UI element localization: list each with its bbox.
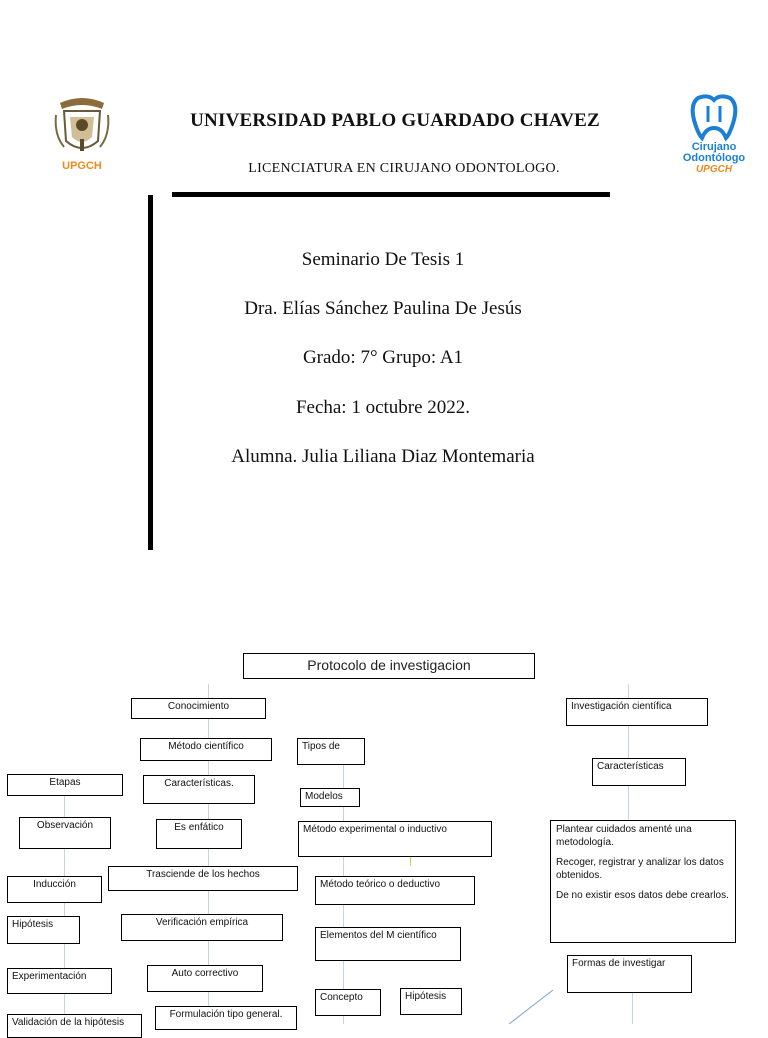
box-induccion: Inducción xyxy=(7,876,102,903)
box-conocimiento: Conocimiento xyxy=(131,698,266,719)
connector-right-bottom xyxy=(632,992,633,1024)
box-validacion: Validación de la hipótesis xyxy=(7,1014,142,1038)
box-caracteristicas-mid: Características. xyxy=(143,775,255,804)
box-hipotesis-center: Hipótesis xyxy=(400,988,462,1015)
box-formulacion: Formulación tipo general. xyxy=(155,1006,297,1030)
box-metodo-cientifico: Método científico xyxy=(140,738,272,761)
horizontal-rule xyxy=(172,192,610,197)
box-investigacion-cientifica: Investigación científica xyxy=(566,698,708,726)
university-crest-logo xyxy=(50,95,114,175)
connector-diagonal xyxy=(505,988,555,1024)
university-title: UNIVERSIDAD PABLO GUARDADO CHAVEZ xyxy=(190,110,600,131)
dental-school-logo xyxy=(664,94,764,176)
paragraph-no-existir: De no existir esos datos debe crearlos. xyxy=(556,890,729,901)
map-title-box: Protocolo de investigacion xyxy=(243,653,535,679)
career-name: LICENCIATURA EN CIRUJANO ODONTOLOGO. xyxy=(248,161,560,176)
logo-line-3: UPGCH xyxy=(695,164,733,175)
box-experimentacion: Experimentación xyxy=(7,968,112,994)
logo-line-2: Odontólogo xyxy=(682,152,746,164)
box-auto-correctivo: Auto correctivo xyxy=(147,965,263,992)
box-elementos: Elementos del M científico xyxy=(315,927,461,961)
subject-line: Seminario De Tesis 1 xyxy=(301,249,465,270)
box-concepto: Concepto xyxy=(315,989,381,1016)
box-verificacion: Verificación empírica xyxy=(121,914,283,941)
box-etapas: Etapas xyxy=(7,774,123,796)
box-hipotesis-left: Hipótesis xyxy=(7,916,80,944)
box-trasciende: Trasciende de los hechos xyxy=(108,866,298,891)
box-metodo-teorico: Método teórico o deductivo xyxy=(315,876,475,905)
paragraph-plantear: Plantear cuidados amenté una metodología. xyxy=(556,824,692,848)
date-line: Fecha: 1 octubre 2022. xyxy=(295,397,471,418)
connector-accent xyxy=(410,856,411,866)
box-formas-investigar: Formas de investigar xyxy=(567,955,692,993)
grade-line: Grado: 7° Grupo: A1 xyxy=(302,347,464,368)
student-line: Alumna. Julia Liliana Diaz Montemaria xyxy=(231,446,535,467)
box-metodo-experimental: Método experimental o inductivo xyxy=(298,821,492,857)
box-tipos-de: Tipos de xyxy=(297,738,365,765)
paragraph-recoger: Recoger, registrar y analizar los datos obtenidos. xyxy=(556,857,724,881)
box-caracteristicas-right: Características xyxy=(592,758,686,786)
box-observacion: Observación xyxy=(19,817,111,849)
crest-label: UPGCH xyxy=(62,160,102,172)
logo-line-1: Cirujano xyxy=(691,141,737,153)
box-caracteristicas-detalle xyxy=(550,820,736,943)
teacher-line: Dra. Elías Sánchez Paulina De Jesús xyxy=(244,298,522,319)
box-es-enfatico: Es enfático xyxy=(156,819,242,849)
box-modelos: Modelos xyxy=(300,788,360,807)
